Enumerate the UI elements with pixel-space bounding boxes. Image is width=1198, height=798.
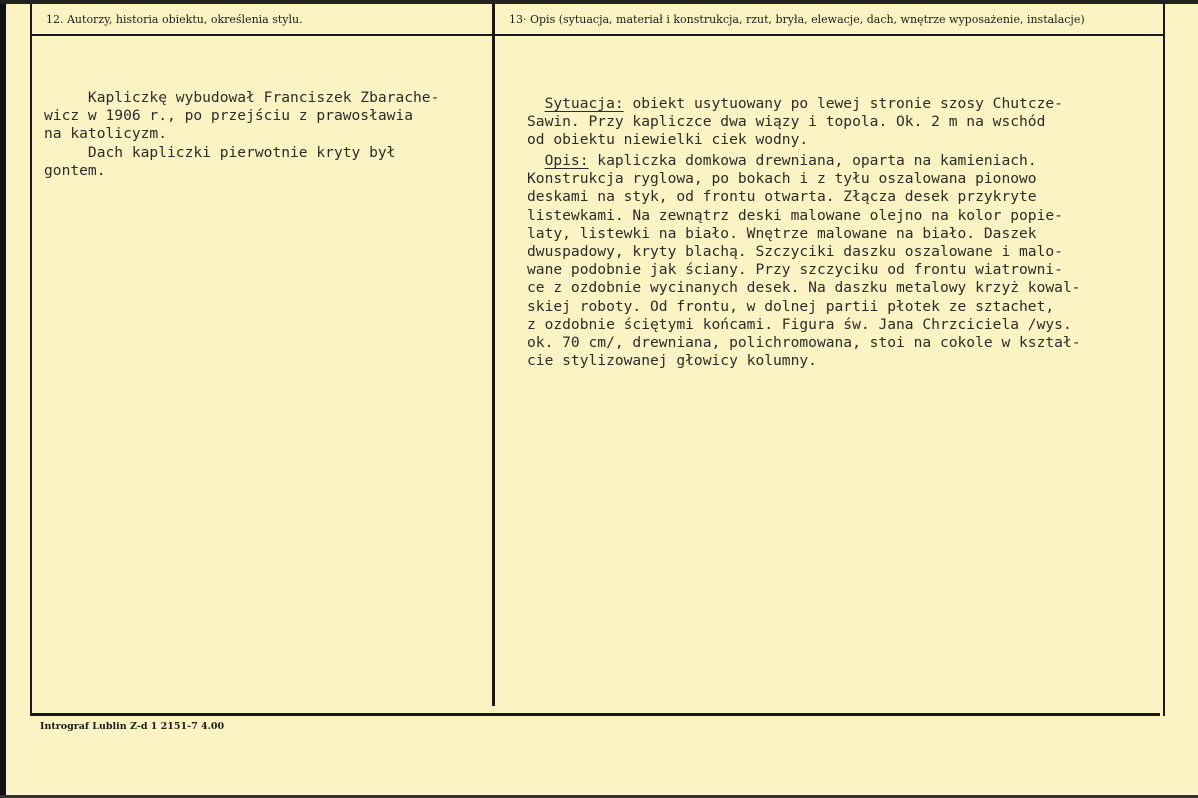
description-line: ok. 70 cm/, drewniana, polichromowana, stoi na cokole w kształ-: [527, 334, 1081, 352]
description-line: laty, listewki na biało. Wnętrze malowane na biało. Daszek: [527, 224, 1037, 242]
footer-rule: [30, 713, 1160, 716]
frame-line-left: [30, 4, 32, 716]
situation-paragraph: [527, 95, 1063, 150]
situation-line: Sawin. Przy kapliczce dwa wiązy i topola. Ok. 2 m na wschód: [527, 113, 1046, 131]
history-text: [44, 89, 439, 180]
description-line: Konstrukcja ryglowa, po bokach i z tyłu oszalowana pionowo: [527, 170, 1037, 188]
situation-label: Sytuacja:: [544, 95, 624, 112]
section-12-heading: 12. Autorzy, historia obiektu, określenia stylu.: [46, 13, 303, 26]
description-line: wane podobnie jak ściany. Przy szczyciku od frontu wiatrowni-: [527, 261, 1063, 279]
description-paragraph: [527, 152, 1081, 370]
scan-edge-top: [0, 0, 1198, 4]
situation-line: obiekt usytuowany po lewej stronie szosy Chutcze-: [623, 95, 1063, 112]
situation-line: od obiektu niewielki ciek wodny.: [527, 131, 809, 149]
description-line: cie stylizowanej głowicy kolumny.: [527, 352, 817, 370]
description-label: Opis:: [544, 152, 589, 169]
section-13-heading: 13· Opis (sytuacja, materiał i konstrukcja, rzut, bryła, elewacje, dach, wnętrze wyposażenie, instalacje): [509, 13, 1085, 26]
description-line: z ozdobnie ściętymi końcami. Figura św. Jana Chrzciciela /wys.: [527, 315, 1072, 333]
description-line: ce z ozdobnie wycinanych desek. Na daszku metalowy krzyż kowal-: [527, 279, 1081, 297]
history-line: wicz w 1906 r., po przejściu z prawosławia: [44, 107, 414, 125]
description-line: listewkami. Na zewnątrz deski malowane olejno na kolor popie-: [527, 206, 1063, 224]
header-rule: [30, 34, 1165, 36]
printer-imprint: Intrograf Lublin Z-d 1 2151-7 4.00: [40, 721, 225, 732]
history-line: Kapliczkę wybudował Franciszek Zbarache-: [44, 89, 440, 106]
frame-line-right: [1163, 4, 1165, 716]
description-line: deskami na styk, od frontu otwarta. Złącza desek przykryte: [527, 188, 1037, 206]
description-line: kapliczka domkowa drewniana, oparta na kamieniach.: [588, 152, 1037, 169]
description-line: dwuspadowy, kryty blachą. Szczyciki daszku oszalowane i malo-: [527, 243, 1063, 261]
description-line: skiej roboty. Od frontu, w dolnej partii płotek ze sztachet,: [527, 297, 1055, 315]
history-line: Dach kapliczki pierwotnie kryty był: [44, 143, 396, 161]
history-line: na katolicyzm.: [44, 125, 168, 143]
column-divider: [492, 4, 495, 706]
scan-edge-left: [0, 0, 6, 798]
history-line: gontem.: [44, 161, 106, 179]
